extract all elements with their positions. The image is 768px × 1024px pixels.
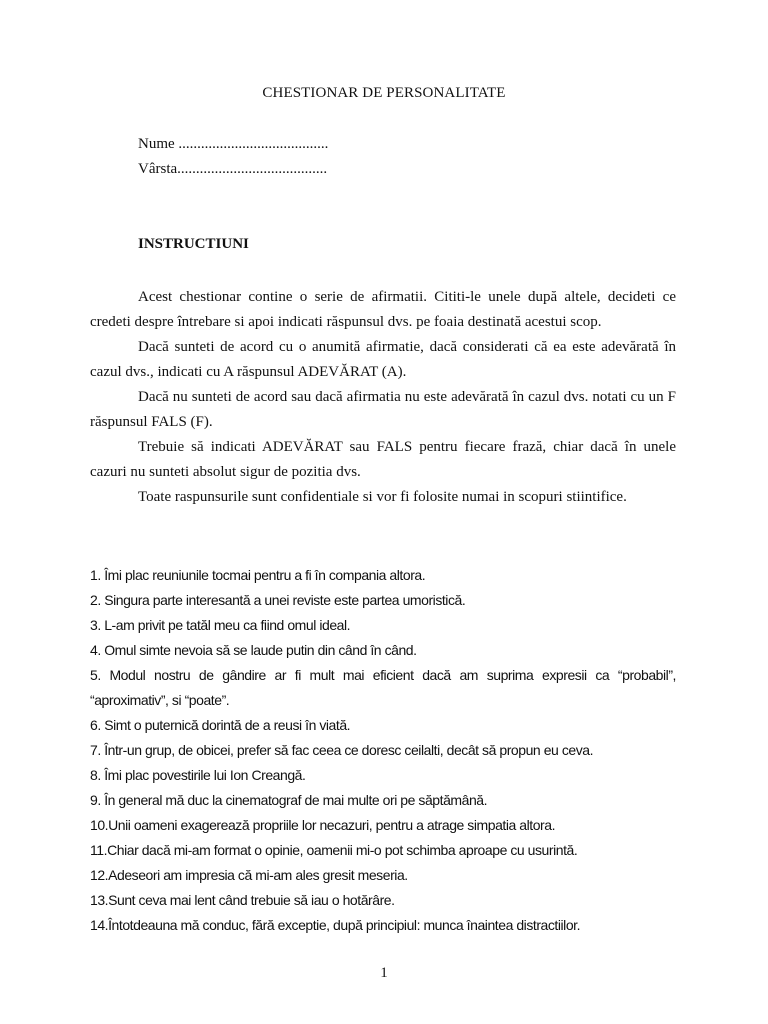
questionnaire-item: 1. Îmi plac reuniunile tocmai pentru a fi în compania altora. [90, 567, 426, 583]
questionnaire-item: 2. Singura parte interesantă a unei reviste este partea umoristică. [90, 592, 466, 608]
instruction-paragraph: Toate raspunsurile sunt confidentiale si vor fi folosite numai in scopuri stiintifice. [138, 489, 627, 505]
questionnaire-item: 10.Unii oameni exagerează propriile lor necazuri, pentru a atrage simpatia altora. [90, 817, 556, 833]
questionnaire-items [90, 563, 676, 938]
questionnaire-item: 14.Întotdeauna mă conduc, fără exceptie, după principiul: munca înaintea distractiilor. [90, 917, 581, 933]
questionnaire-item: 6. Simt o puternică dorintă de a reusi în viată. [90, 717, 351, 733]
instructions-section [90, 285, 676, 510]
document-title: CHESTIONAR DE PERSONALITATE [262, 85, 506, 101]
page-number: 1 [380, 965, 388, 981]
questionnaire-item: 3. L-am privit pe tatăl meu ca fiind omul ideal. [90, 617, 351, 633]
instruction-paragraph: Acest chestionar contine o serie de afirmatii. Cititi-le unele după altele, decideti ce credeti despre întrebare si apoi indicati răspunsul dvs. pe foaia destinată acestui scop. [90, 289, 676, 330]
questionnaire-item: 5. Modul nostru de gândire ar fi mult mai eficient dacă am suprima expresii ca “probabil”, “aproximativ”, si “poate”. [90, 667, 676, 708]
instruction-paragraph: Dacă nu sunteti de acord sau dacă afirmatia nu este adevărată în cazul dvs. notati cu un F răspunsul FALS (F). [90, 389, 676, 430]
questionnaire-item: 13.Sunt ceva mai lent când trebuie să iau o hotărâre. [90, 892, 395, 908]
instruction-paragraph: Trebuie să indicati ADEVĂRAT sau FALS pentru fiecare frază, chiar dacă în unele cazuri nu sunteti absolut sigur de pozitia dvs. [90, 439, 676, 480]
name-field: Nume ........................................ [138, 136, 329, 152]
questionnaire-item: 4. Omul simte nevoia să se laude putin din când în când. [90, 642, 417, 658]
age-field: Vârsta........................................ [138, 161, 328, 177]
instructions-heading: INSTRUCTIUNI [138, 236, 249, 252]
questionnaire-item: 8. Îmi plac povestirile lui Ion Creangă. [90, 767, 306, 783]
questionnaire-item: 12.Adeseori am impresia că mi-am ales gresit meseria. [90, 867, 408, 883]
questionnaire-item: 7. Într-un grup, de obicei, prefer să fac ceea ce doresc ceilalti, decât să propun eu ceva. [90, 742, 594, 758]
questionnaire-item: 9. În general mă duc la cinematograf de mai multe ori pe săptămână. [90, 792, 488, 808]
questionnaire-item: 11.Chiar dacă mi-am format o opinie, oamenii mi-o pot schimba aproape cu usurintă. [90, 842, 578, 858]
instruction-paragraph: Dacă sunteti de acord cu o anumită afirmatie, dacă considerati că ea este adevărată în cazul dvs., indicati cu A răspunsul ADEVĂRAT (A). [90, 339, 676, 380]
